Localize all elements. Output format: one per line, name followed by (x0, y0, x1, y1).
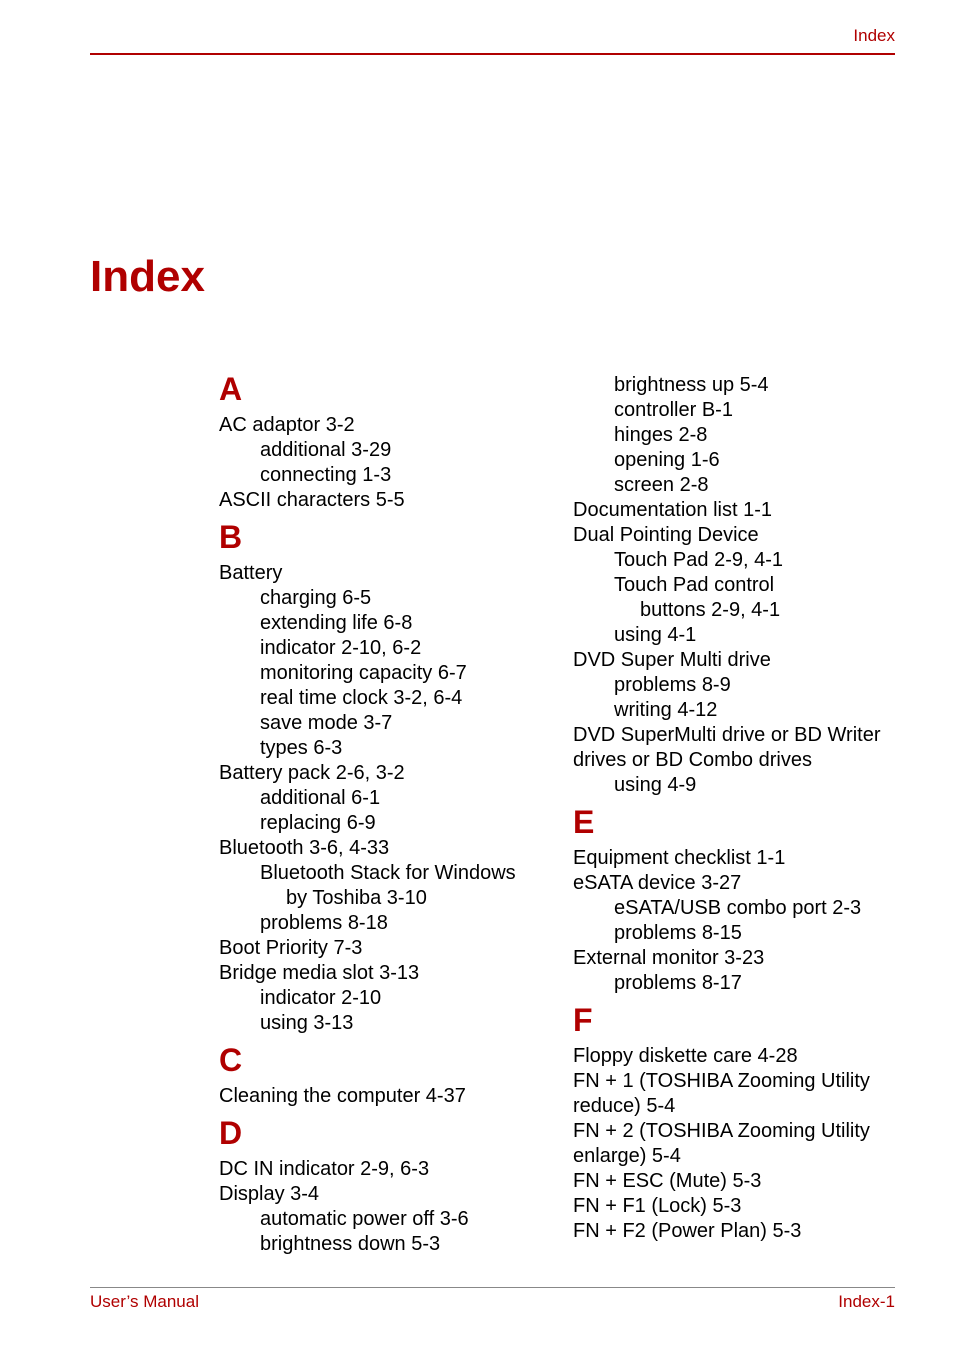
index-letter-heading: E (573, 804, 595, 840)
index-subentry: extending life 6-8 (260, 612, 413, 634)
index-letter-heading: F (573, 1002, 593, 1038)
index-entry: Display 3-4 (219, 1183, 320, 1205)
index-column-right (573, 373, 913, 1244)
index-entry: Cleaning the computer 4-37 (219, 1085, 466, 1107)
index-entry: Floppy diskette care 4-28 (573, 1045, 798, 1067)
index-subentry: additional 6-1 (260, 787, 381, 809)
footer-manual-title: User’s Manual (90, 1292, 199, 1311)
index-letter-heading: C (219, 1042, 243, 1078)
index-entry: FN + F2 (Power Plan) 5-3 (573, 1220, 802, 1242)
index-subentry: Touch Pad control (614, 574, 775, 596)
index-entry: Bluetooth 3-6, 4-33 (219, 837, 390, 859)
index-entry: Bridge media slot 3-13 (219, 962, 420, 984)
index-subentry: using 4-9 (614, 774, 697, 796)
index-subentry: replacing 6-9 (260, 812, 376, 834)
index-column-left (219, 365, 559, 1257)
index-entry: External monitor 3-23 (573, 947, 765, 969)
index-entry: reduce) 5-4 (573, 1095, 676, 1117)
index-entry: Dual Pointing Device (573, 524, 759, 546)
index-subentry: controller B-1 (614, 399, 733, 421)
index-subentry: buttons 2-9, 4-1 (640, 599, 781, 621)
header-rule (90, 53, 895, 55)
index-entry: ASCII characters 5-5 (219, 489, 405, 511)
index-entry: drives or BD Combo drives (573, 749, 812, 771)
index-letter-heading: D (219, 1115, 243, 1151)
index-letter-heading: A (219, 371, 243, 407)
index-subentry: screen 2-8 (614, 474, 709, 496)
index-entry: Battery (219, 562, 283, 584)
index-subentry: problems 8-18 (260, 912, 388, 934)
running-header: Index (853, 26, 895, 45)
index-letter-heading: B (219, 519, 243, 555)
index-entry: DVD SuperMulti drive or BD Writer (573, 724, 881, 746)
index-subentry: connecting 1-3 (260, 464, 392, 486)
index-subentry: indicator 2-10, 6-2 (260, 637, 422, 659)
index-subentry: monitoring capacity 6-7 (260, 662, 467, 684)
index-entry: Battery pack 2-6, 3-2 (219, 762, 405, 784)
index-subentry: brightness up 5-4 (614, 374, 769, 396)
index-subentry: hinges 2-8 (614, 424, 708, 446)
index-subentry: indicator 2-10 (260, 987, 382, 1009)
index-entry: Equipment checklist 1-1 (573, 847, 786, 869)
index-entry: FN + 1 (TOSHIBA Zooming Utility (573, 1070, 870, 1092)
index-entry: FN + F1 (Lock) 5-3 (573, 1195, 742, 1217)
page-title: Index (90, 252, 205, 301)
index-subentry: types 6-3 (260, 737, 343, 759)
index-subentry: writing 4-12 (614, 699, 718, 721)
index-subentry: real time clock 3-2, 6-4 (260, 687, 463, 709)
index-subentry: automatic power off 3-6 (260, 1208, 469, 1230)
index-entry: enlarge) 5-4 (573, 1145, 681, 1167)
index-subentry: Bluetooth Stack for Windows (260, 862, 516, 884)
index-subentry: brightness down 5-3 (260, 1233, 441, 1255)
index-subentry: using 3-13 (260, 1012, 354, 1034)
index-entry: FN + 2 (TOSHIBA Zooming Utility (573, 1120, 870, 1142)
footer-rule (90, 1287, 895, 1288)
index-entry: Boot Priority 7-3 (219, 937, 363, 959)
index-subentry: opening 1-6 (614, 449, 720, 471)
index-subentry: by Toshiba 3-10 (286, 887, 427, 909)
index-subentry: charging 6-5 (260, 587, 372, 609)
index-subentry: save mode 3-7 (260, 712, 393, 734)
index-entry: DC IN indicator 2-9, 6-3 (219, 1158, 430, 1180)
index-subentry: eSATA/USB combo port 2-3 (614, 897, 862, 919)
index-entry: Documentation list 1-1 (573, 499, 772, 521)
index-entry: DVD Super Multi drive (573, 649, 771, 671)
index-entry: FN + ESC (Mute) 5-3 (573, 1170, 762, 1192)
index-subentry: problems 8-9 (614, 674, 731, 696)
footer-page-number: Index-1 (838, 1292, 895, 1311)
index-subentry: additional 3-29 (260, 439, 392, 461)
index-entry: eSATA device 3-27 (573, 872, 742, 894)
index-subentry: Touch Pad 2-9, 4-1 (614, 549, 783, 571)
index-subentry: problems 8-15 (614, 922, 742, 944)
index-subentry: using 4-1 (614, 624, 697, 646)
index-subentry: problems 8-17 (614, 972, 742, 994)
index-entry: AC adaptor 3-2 (219, 414, 355, 436)
